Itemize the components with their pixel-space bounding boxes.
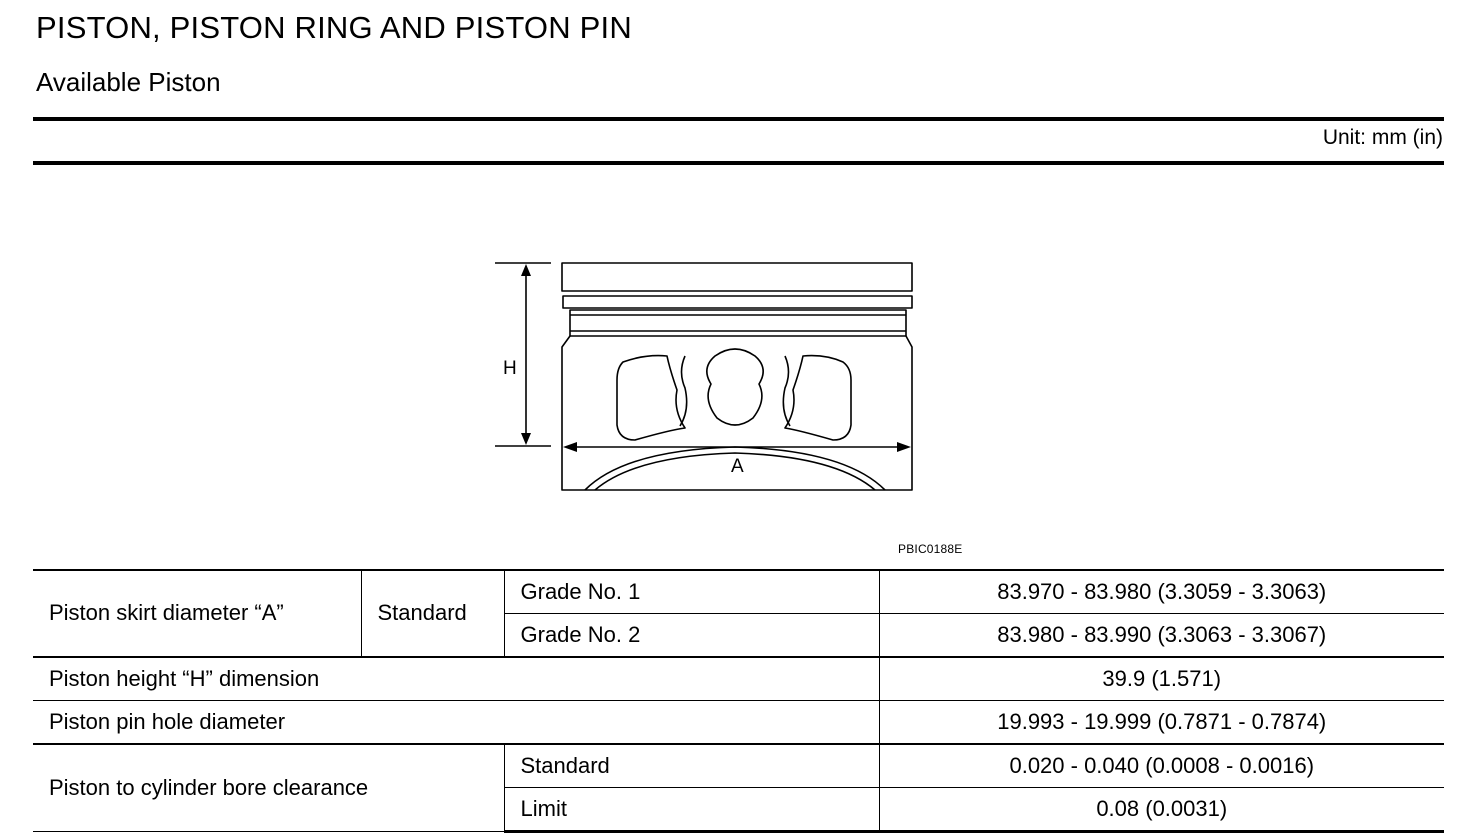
piston-height-label: Piston height “H” dimension bbox=[33, 657, 879, 701]
piston-right-window bbox=[785, 356, 851, 440]
table-row bbox=[33, 657, 1444, 701]
clearance-standard-value: 0.020 - 0.040 (0.0008 - 0.0016) bbox=[879, 744, 1444, 788]
dimension-a-label: A bbox=[731, 456, 744, 477]
h-arrow-down bbox=[521, 433, 531, 445]
grade-2-value: 83.980 - 83.990 (3.3063 - 3.3067) bbox=[879, 614, 1444, 658]
skirt-diameter-label: Piston skirt diameter “A” bbox=[33, 570, 361, 657]
grade-2-label: Grade No. 2 bbox=[504, 614, 879, 658]
dimension-h-label: H bbox=[503, 358, 517, 379]
piston-top-land bbox=[562, 263, 912, 291]
clearance-standard-label: Standard bbox=[504, 744, 879, 788]
figure-code: PBIC0188E bbox=[898, 542, 963, 556]
a-arrow-right bbox=[897, 442, 911, 452]
clearance-limit-value: 0.08 (0.0031) bbox=[879, 788, 1444, 832]
clearance-limit-label: Limit bbox=[504, 788, 879, 832]
piston-diagram bbox=[485, 250, 925, 500]
clearance-label: Piston to cylinder bore clearance bbox=[33, 744, 504, 832]
grade-1-label: Grade No. 1 bbox=[504, 570, 879, 614]
piston-ring-land bbox=[570, 310, 906, 336]
h-arrow-up bbox=[521, 264, 531, 276]
piston-height-value: 39.9 (1.571) bbox=[879, 657, 1444, 701]
top-rule bbox=[33, 117, 1444, 121]
unit-label: Unit: mm (in) bbox=[1322, 126, 1443, 149]
section-subtitle: Available Piston bbox=[36, 67, 221, 97]
table-row bbox=[33, 744, 1444, 788]
table-row bbox=[33, 701, 1444, 745]
page-title: PISTON, PISTON RING AND PISTON PIN bbox=[36, 10, 632, 45]
piston-left-window bbox=[617, 356, 685, 440]
a-arrow-left bbox=[563, 442, 577, 452]
bottom-rule bbox=[33, 161, 1444, 165]
piston-spec-table bbox=[33, 569, 1444, 833]
table-row bbox=[33, 570, 1444, 614]
pin-hole-value: 19.993 - 19.999 (0.7871 - 0.7874) bbox=[879, 701, 1444, 745]
pin-hole bbox=[707, 349, 763, 425]
skirt-standard-label: Standard bbox=[361, 570, 504, 657]
grade-1-value: 83.970 - 83.980 (3.3059 - 3.3063) bbox=[879, 570, 1444, 614]
piston-ring-groove bbox=[563, 296, 912, 308]
pin-hole-label: Piston pin hole diameter bbox=[33, 701, 879, 745]
